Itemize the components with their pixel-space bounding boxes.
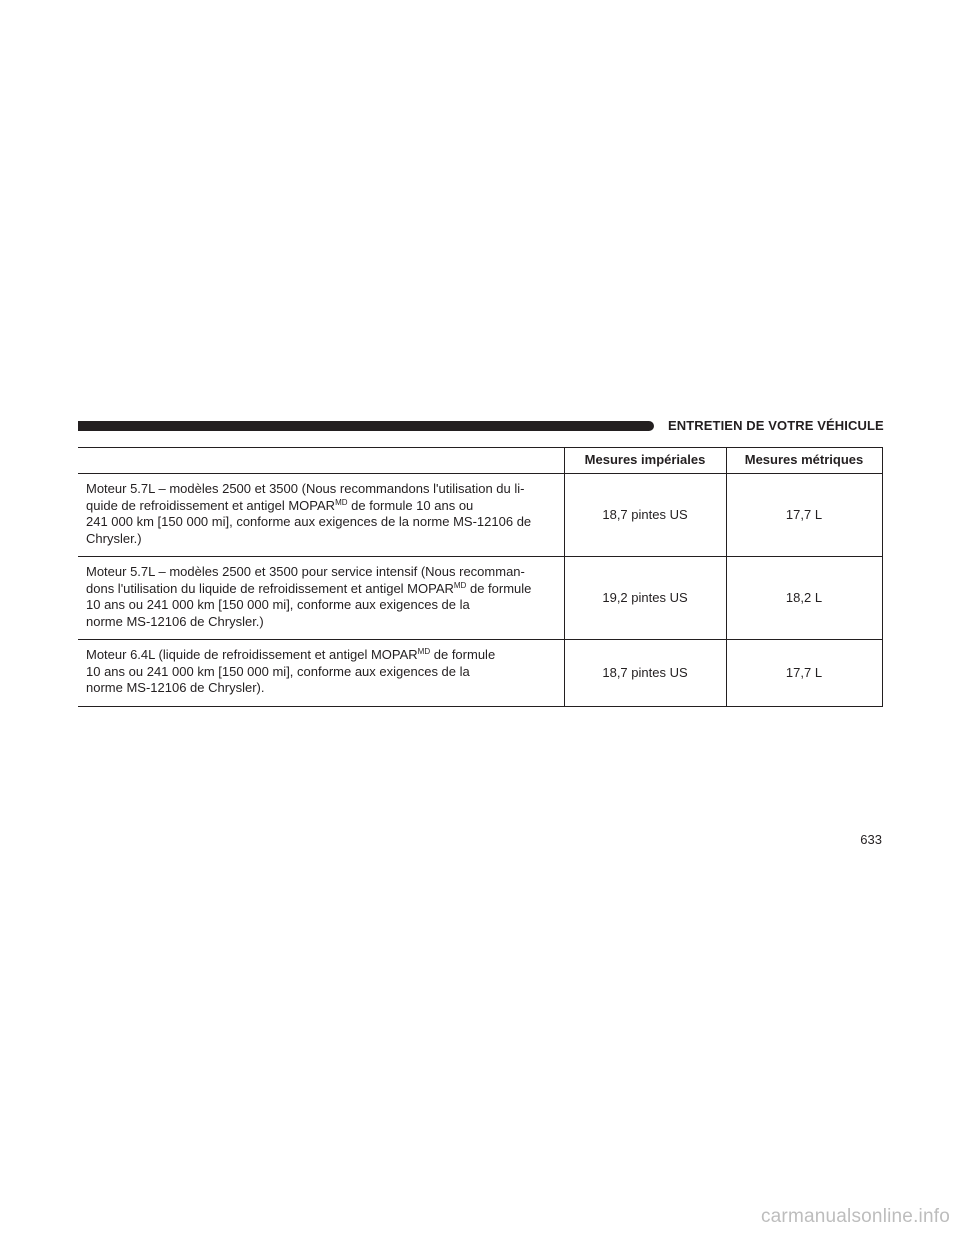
- imperial-value: 19,2 pintes US: [564, 557, 726, 640]
- trademark-superscript: MD: [335, 497, 348, 507]
- desc-line: Moteur 5.7L – modèles 2500 et 3500 (Nous recommandons l'utilisation du li-: [86, 481, 525, 496]
- section-title: ENTRETIEN DE VOTRE VÉHICULE: [668, 418, 884, 433]
- desc-line: Moteur 5.7L – modèles 2500 et 3500 pour service intensif (Nous recomman-: [86, 564, 525, 579]
- row-description: [78, 640, 564, 707]
- column-header-imperial: Mesures impériales: [564, 448, 726, 474]
- desc-line: quide de refroidissement et antigel MOPAR: [86, 497, 336, 513]
- column-header-description: [78, 448, 564, 474]
- row-description: [78, 557, 564, 640]
- desc-line: Moteur 6.4L (liquide de refroidissement et antigel MOPAR: [86, 647, 418, 662]
- trademark-superscript: MD: [417, 647, 431, 656]
- trademark-superscript: MD: [453, 580, 467, 590]
- watermark: carmanualsonline.info: [760, 1206, 950, 1227]
- desc-line: 10 ans ou 241 000 km [150 000 mi], conforme aux exigences de la: [86, 663, 470, 679]
- metric-value: 17,7 L: [726, 474, 882, 557]
- imperial-value: 18,7 pintes US: [564, 640, 726, 707]
- table-row: [78, 557, 882, 640]
- desc-line: dons l'utilisation du liquide de refroidissement et antigel MOPAR: [86, 580, 454, 596]
- imperial-value: 18,7 pintes US: [564, 474, 726, 557]
- table-row: [78, 640, 882, 707]
- table-row: [78, 474, 882, 557]
- desc-line: norme MS-12106 de Chrysler.): [86, 613, 264, 629]
- column-header-metric: Mesures métriques: [726, 448, 882, 474]
- desc-line: de formule 10 ans ou: [351, 497, 474, 513]
- metric-value: 17,7 L: [726, 640, 882, 707]
- desc-line: 10 ans ou 241 000 km [150 000 mi], conforme aux exigences de la: [86, 597, 470, 612]
- coolant-capacity-table: [78, 447, 883, 707]
- header-rule: [78, 421, 654, 431]
- desc-line: norme MS-12106 de Chrysler).: [86, 680, 265, 695]
- desc-line: de formule: [469, 580, 532, 596]
- desc-line: 241 000 km [150 000 mi], conforme aux exigences de la norme MS-12106 de: [86, 514, 532, 529]
- table-header-row: [78, 448, 882, 474]
- page-number: 633: [860, 832, 882, 847]
- desc-line: Chrysler.): [86, 530, 142, 546]
- row-description: [78, 474, 564, 557]
- metric-value: 18,2 L: [726, 557, 882, 640]
- desc-line: de formule: [433, 647, 496, 662]
